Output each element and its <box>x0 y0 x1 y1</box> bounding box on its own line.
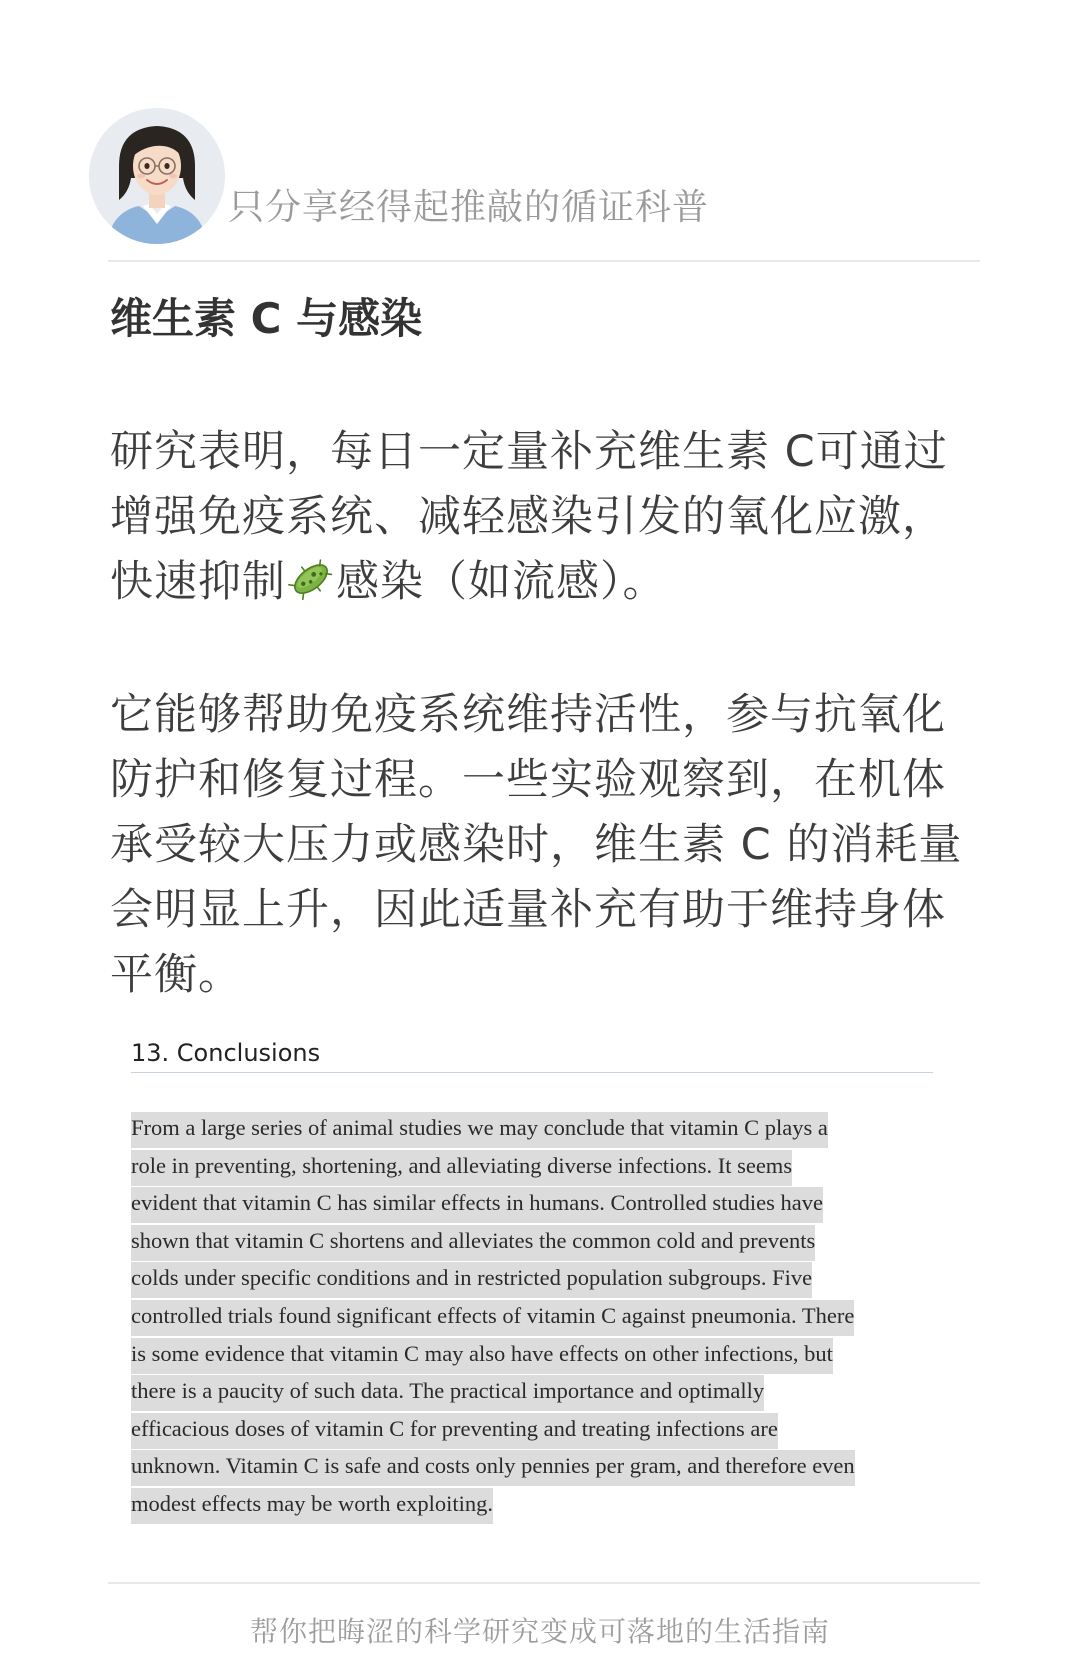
author-tagline: 只分享经得起推敲的循证科普 <box>228 187 710 228</box>
excerpt-line: there is a paucity of such data. The practical importance and optimally <box>131 1372 941 1410</box>
author-avatar-illustration <box>89 108 225 244</box>
excerpt-line: evident that vitamin C has similar effects in humans. Controlled studies have <box>131 1184 941 1222</box>
excerpt-highlighted-text <box>131 1109 941 1523</box>
author-avatar <box>89 108 225 244</box>
header-divider <box>108 260 980 262</box>
article-paragraph-1 <box>110 420 970 615</box>
excerpt-line: shown that vitamin C shortens and alleviates the common cold and prevents <box>131 1222 941 1260</box>
excerpt-section-heading: 13. Conclusions <box>131 1039 321 1067</box>
article-paragraph-2: 它能够帮助免疫系统维持活性，参与抗氧化防护和修复过程。一些实验观察到，在机体承受较大压力或感染时，维生素 C 的消耗量会明显上升，因此适量补充有助于维持身体平衡。 <box>110 690 963 1000</box>
article-title: 维生素 C 与感染 <box>110 294 423 343</box>
microbe-icon <box>288 556 334 602</box>
excerpt-line: From a large series of animal studies we may conclude that vitamin C plays a <box>131 1109 941 1147</box>
excerpt-line: controlled trials found significant effects of vitamin C against pneumonia. There <box>131 1297 941 1335</box>
footer-slogan: 帮你把晦涩的科学研究变成可落地的生活指南 <box>249 1615 830 1648</box>
excerpt-line: colds under specific conditions and in restricted population subgroups. Five <box>131 1259 941 1297</box>
excerpt-line: efficacious doses of vitamin C for preventing and treating infections are <box>131 1410 941 1448</box>
excerpt-line: is some evidence that vitamin C may also have effects on other infections, but <box>131 1335 941 1373</box>
excerpt-line: modest effects may be worth exploiting. <box>131 1485 941 1523</box>
excerpt-line: unknown. Vitamin C is safe and costs only pennies per gram, and therefore even <box>131 1447 941 1485</box>
footer-divider <box>108 1582 980 1584</box>
paragraph-1-text-end: 感染（如流感）。 <box>336 557 667 607</box>
excerpt-heading-rule <box>131 1072 933 1073</box>
paragraph-1-text-start: 研究表明，每日一定量补充维生素 C可通过增强免疫系统、减轻感染引发的氧化应激，快速抑制 <box>110 427 948 607</box>
excerpt-line: role in preventing, shortening, and alleviating diverse infections. It seems <box>131 1147 941 1185</box>
